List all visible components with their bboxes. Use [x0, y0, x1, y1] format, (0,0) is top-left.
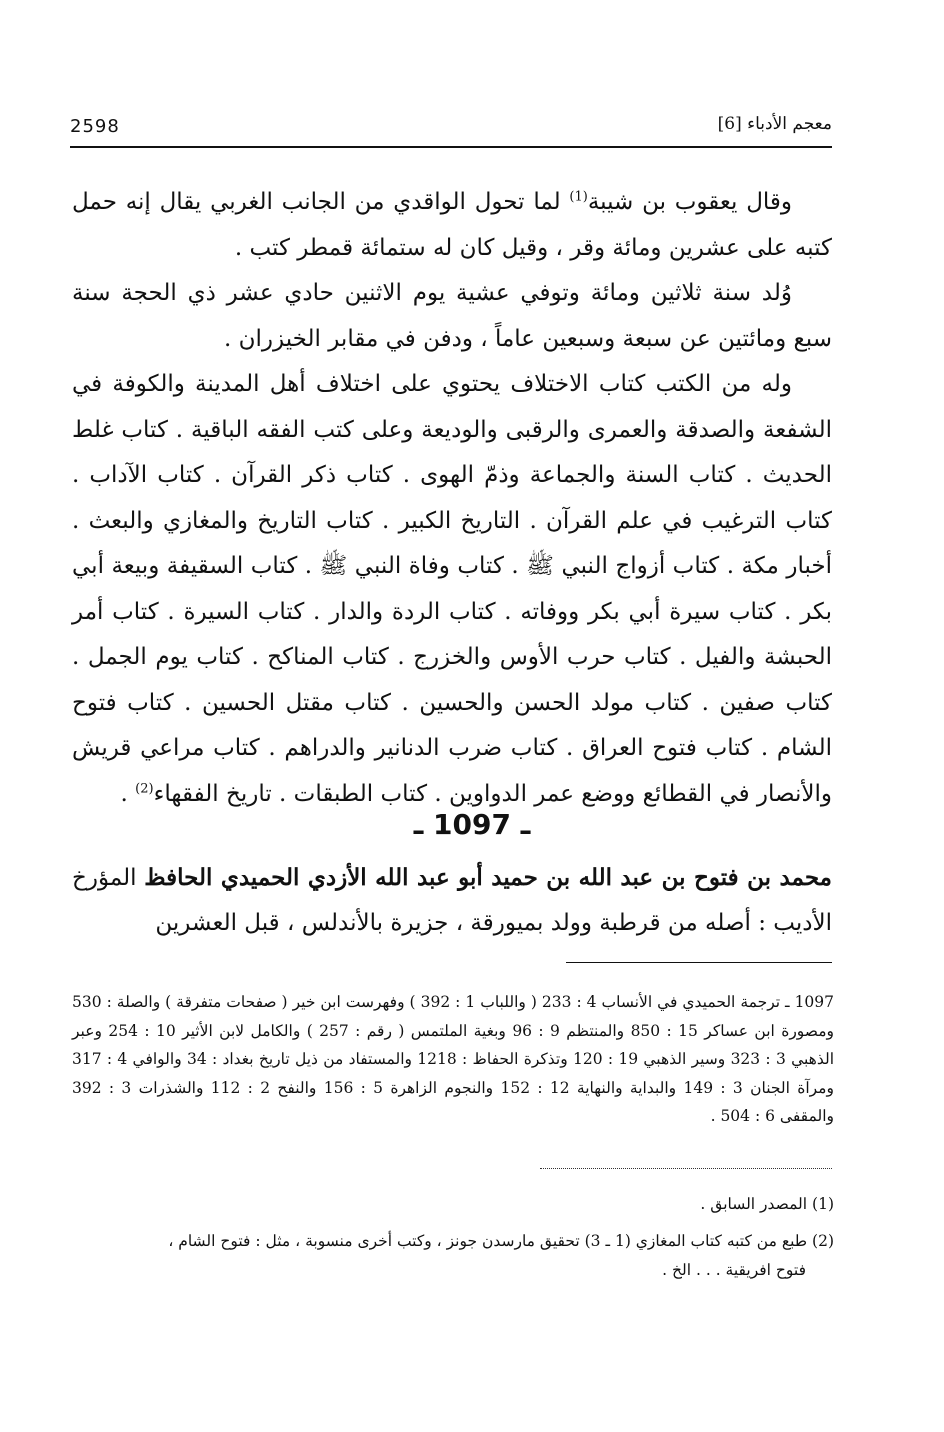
paragraph-3 [72, 362, 832, 817]
paragraph-2: وُلد سنة ثلاثين ومائة وتوفي عشية يوم الاثنين حادي عشر ذي الحجة سنة سبع ومائتين عن سبعة وسبعين عاماً ، ودفن في مقابر الخيزران . [72, 280, 832, 352]
footnote-ref-2: (2) [135, 780, 154, 796]
footnote-2 [72, 1227, 834, 1285]
entry-heading [72, 855, 832, 946]
paragraph-1-text: وقال يعقوب بن شيبة [587, 189, 793, 215]
paragraph-1 [72, 180, 832, 271]
footnotes [72, 1190, 834, 1293]
page-number: 2598 [70, 116, 120, 137]
entry-number: ـ 1097 ـ [413, 808, 531, 841]
entry-name: محمد بن فتوح بن عبد الله بن حميد أبو عبد الله الأزدي الحميدي الحافظ [144, 864, 832, 891]
paragraph-3-end: . [120, 780, 136, 807]
dotted-divider [540, 1168, 832, 1169]
running-title: معجم الأدباء [6] [717, 114, 832, 134]
main-text [72, 180, 832, 817]
footnote-1: (1) المصدر السابق . [700, 1195, 834, 1213]
footnote-ref-1: (1) [569, 189, 588, 205]
paragraph-3-text: وله من الكتب كتاب الاختلاف يحتوي على اختلاف أهل المدينة والكوفة في الشفعة والصدقة والعمرى والرقبى والوديعة وعلى كتب الفقه الباقية . كتاب غلط الحديث . كتاب السنة والجماعة وذمّ الهوى . كتاب ذكر القرآن . كتاب الآداب . كتاب الترغيب في علم القرآن . التاريخ الكبير . كتاب التاريخ والمغازي والبعث . أخبار مكة . كتاب أزواج النبي ﷺ . كتاب وفاة النبي ﷺ . كتاب السقيفة وبيعة أبي بكر . كتاب سيرة أبي بكر ووفاته . كتاب الردة والدار . كتاب السيرة . كتاب أمر الحبشة والفيل . كتاب حرب الأوس والخزرج . كتاب المناكح . كتاب يوم الجمل . كتاب صفين . كتاب مولد الحسن والحسين . كتاب مقتل الحسين . كتاب فتوح الشام . كتاب فتوح العراق . كتاب ضرب الدنانير والدراهم . كتاب مراعي قريش والأنصار في القطائع ووضع عمر الدواوين . كتاب الطبقات . تاريخ الفقهاء [72, 371, 832, 807]
footnote-divider [566, 962, 832, 963]
entry-text: المؤرخ الأديب : أصله من قرطبة وولد بميورقة ، جزيرة بالأندلس ، قبل العشرين [72, 865, 832, 936]
sources-note: 1097 ـ ترجمة الحميدي في الأنساب 4 : 233 ( واللباب 1 : 392 ) وفهرست ابن خير ( صفحات متفرقة ) والصلة : 530 ومصورة ابن عساكر 15 : 850 والمنتظم 9 : 96 وبغية الملتمس ( رقم : 257 ) والكامل لابن الأثير 10 : 254 وعبر الذهبي 3 : 323 وسير الذهبي 19 : 120 وتذكرة الحفاظ : 1218 والمستفاد من ذيل تاريخ بغداد : 34 والوافي 4 : 317 ومرآة الجنان 3 : 149 والبداية والنهاية 12 : 152 والنجوم الزاهرة 5 : 156 والنفح 2 : 112 والشذرات 3 : 392 والمقفى 6 : 504 . [72, 993, 835, 1125]
paragraph-1-rest: لما تحول الواقدي من الجانب الغربي يقال إنه حمل كتبه على عشرين ومائة وقر ، وقيل كان له ستمائة قمطر كتب . [72, 189, 832, 261]
footnote-2-text: (2) طبع من كتبه كتاب المغازي (1 ـ 3) تحقيق مارسدن جونز ، وكتب أخرى منسوبة ، مثل : فتوح الشام ، [168, 1232, 834, 1250]
page-header [70, 112, 832, 148]
footnote-2-continuation: فتوح افريقية . . . الخ . [662, 1261, 806, 1279]
